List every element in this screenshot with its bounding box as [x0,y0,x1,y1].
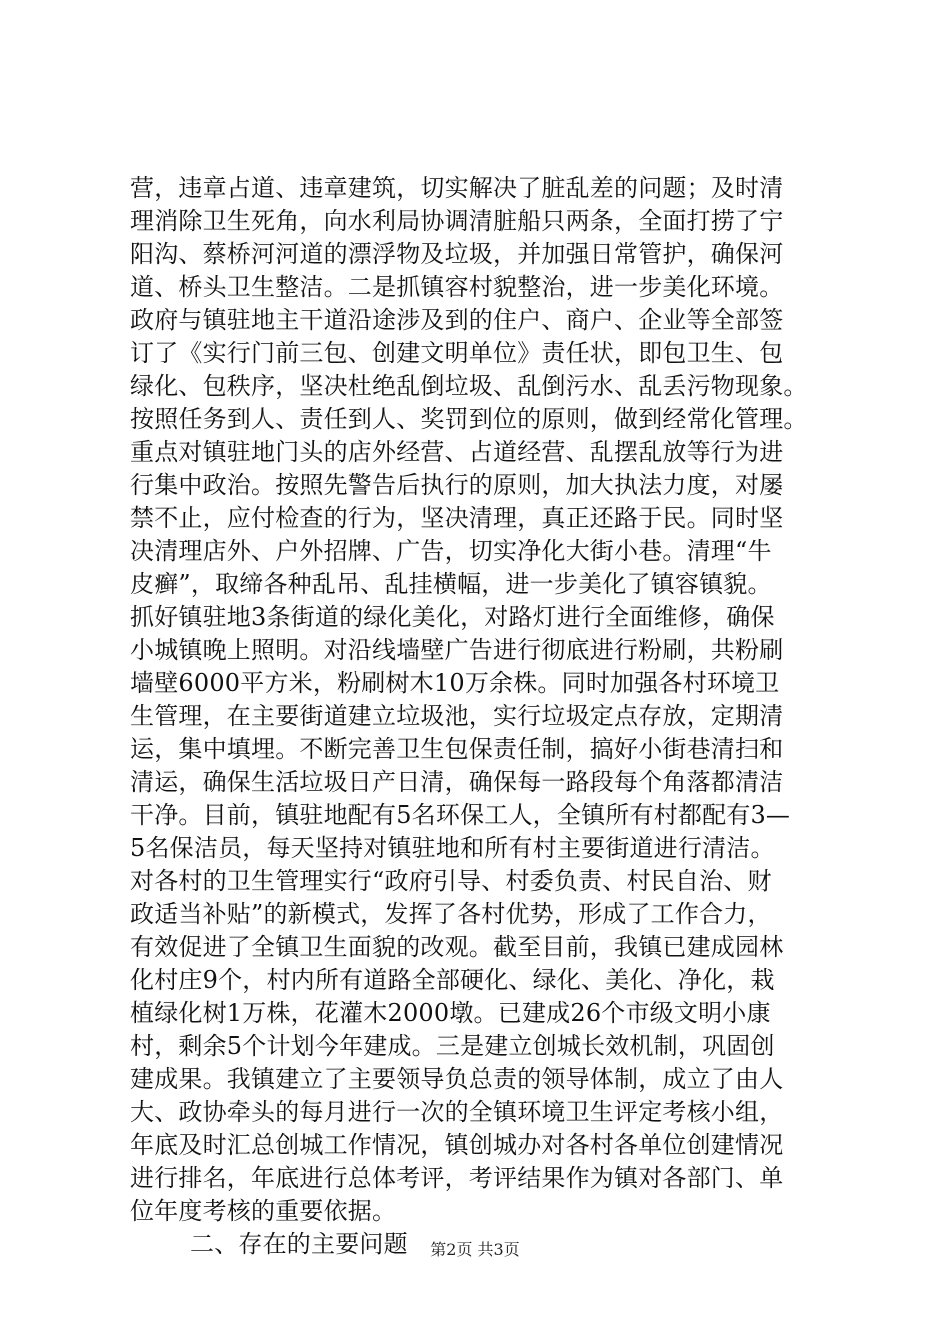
section-heading: 二、存在的主要问题 [190,1230,408,1258]
paragraph-line: 生管理，在主要街道建立垃圾池，实行垃圾定点存放，定期清 [130,702,784,730]
paragraph-line: 政适当补贴”的新模式，发挥了各村优势，形成了工作合力， [130,900,772,928]
paragraph-line: 政府与镇驻地主干道沿途涉及到的住户、商户、企业等全部签 [130,306,784,334]
paragraph-line: 订了《实行门前三包、创建文明单位》责任状，即包卫生、包 [130,339,784,367]
paragraph-line: 皮癣”，取缔各种乱吊、乱挂横幅，进一步美化了镇容镇貌。 [130,570,772,598]
paragraph-line: 理消除卫生死角，向水利局协调清脏船只两条，全面打捞了宁 [130,207,784,235]
paragraph-line: 行集中政治。按照先警告后执行的原则，加大执法力度，对屡 [130,471,784,499]
paragraph-line: 年底及时汇总创城工作情况，镇创城办对各村各单位创建情况 [130,1131,784,1159]
paragraph-line: 道、桥头卫生整洁。二是抓镇容村貌整治，进一步美化环境。 [130,273,784,301]
paragraph-line: 位年度考核的重要依据。 [130,1197,397,1225]
paragraph-line: 运，集中填埋。不断完善卫生包保责任制，搞好小街巷清扫和 [130,735,784,763]
paragraph-line: 营，违章占道、违章建筑，切实解决了脏乱差的问题；及时清 [130,174,784,202]
paragraph-line: 禁不止，应付检查的行为，坚决清理，真正还路于民。同时坚 [130,504,784,532]
page-footer: 第2页 共3页 [430,1240,520,1259]
paragraph-line: 按照任务到人、责任到人、奖罚到位的原则，做到经常化管理。 [130,405,808,433]
paragraph-line: 5名保洁员，每天坚持对镇驻地和所有村主要街道进行清洁。 [130,834,775,862]
paragraph-line: 大、政协牵头的每月进行一次的全镇环境卫生评定考核小组， [130,1098,784,1126]
paragraph-line: 有效促进了全镇卫生面貌的改观。截至目前，我镇已建成园林 [130,933,784,961]
paragraph-line: 对各村的卫生管理实行“政府引导、村委负责、村民自治、财 [130,867,772,895]
paragraph-line: 阳沟、蔡桥河河道的漂浮物及垃圾，并加强日常管护，确保河 [130,240,784,268]
paragraph-line: 墙壁6000平方米，粉刷树木10万余株。同时加强各村环境卫 [130,669,780,697]
paragraph-line: 小城镇晚上照明。对沿线墙壁广告进行彻底进行粉刷，共粉刷 [130,636,784,664]
document-body [130,172,850,1261]
paragraph-line: 决清理店外、户外招牌、广告，切实净化大街小巷。清理“牛 [130,537,772,565]
paragraph-line: 建成果。我镇建立了主要领导负总责的领导体制，成立了由人 [130,1065,784,1093]
paragraph-line: 化村庄9个，村内所有道路全部硬化、绿化、美化、净化，栽 [130,966,775,994]
paragraph-line: 干净。目前，镇驻地配有5名环保工人，全镇所有村都配有3— [130,801,791,829]
paragraph-line: 村，剩余5个计划今年建成。三是建立创城长效机制，巩固创 [130,1032,775,1060]
paragraph-line: 进行排名，年底进行总体考评，考评结果作为镇对各部门、单 [130,1164,784,1192]
paragraph-line: 植绿化树1万株，花灌木2000墩。已建成26个市级文明小康 [130,999,771,1027]
paragraph-line: 绿化、包秩序，坚决杜绝乱倒垃圾、乱倒污水、乱丢污物现象。 [130,372,808,400]
paragraph-line: 重点对镇驻地门头的店外经营、占道经营、乱摆乱放等行为进 [130,438,784,466]
paragraph-line: 抓好镇驻地3条街道的绿化美化，对路灯进行全面维修，确保 [130,603,775,631]
paragraph-line: 清运，确保生活垃圾日产日清，确保每一路段每个角落都清洁 [130,768,784,796]
